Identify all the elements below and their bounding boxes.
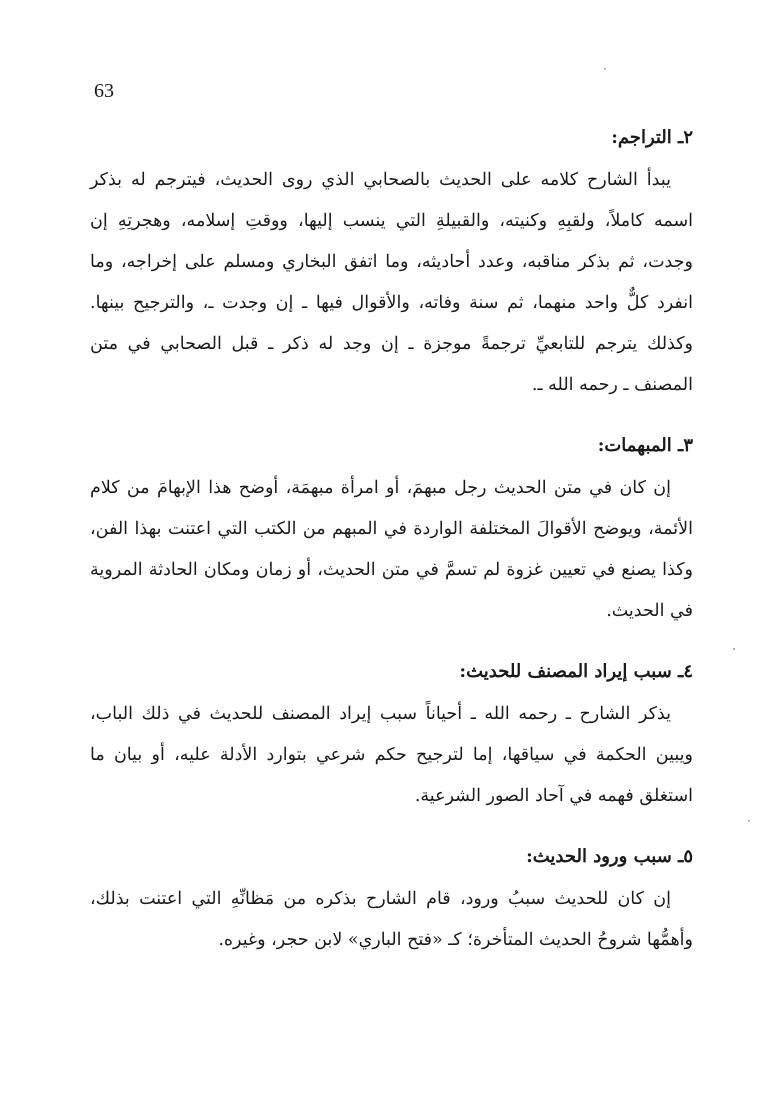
section-heading: ٣ـ المبهمات: (597, 435, 693, 456)
section-heading: ٤ـ سبب إيراد المصنف للحديث: (459, 661, 693, 682)
section-ambiguities (90, 424, 693, 632)
section-occasion-of-hadith (90, 835, 693, 961)
page-number: 63 (94, 80, 114, 102)
page-body (90, 116, 693, 979)
section-paragraph: إن كان للحديث سببُ ورود، قام الشارح بذكره من مَظانِّهِ التي اعتنت بذلك، وأهمُّها شروحُ الحديث المتأخرة؛ كـ «فتح الباري» لابن حجر، وغيره. (90, 889, 693, 950)
scan-speck (604, 68, 606, 70)
section-heading: ٥ـ سبب ورود الحديث: (526, 846, 693, 867)
scan-speck (748, 820, 750, 822)
scan-speck (733, 648, 735, 650)
section-paragraph: إن كان في متن الحديث رجل مبهمَ، أو امرأة مبهمَة، أوضح هذا الإبهامَ من كلام الأئمة، ويوضح الأقوالَ المختلفة الواردة في المبهم من الكتب التي اعتنت بهذا الفن، وكذا يصنع في تعيين غزوة لم تسمَّ في متن الحديث، أو زمان ومكان الحادثة المروية في الحديث. (90, 478, 693, 621)
section-biographies (90, 116, 693, 406)
section-paragraph: يبدأ الشارح كلامه على الحديث بالصحابي الذي روى الحديث، فيترجم له بذكر اسمه كاملاً، ولقبِهِ وكنيته، والقبيلةِ التي ينسب إليها، ووقتِ إسلامه، وهجرتِهِ إن وجدت، ثم بذكر مناقبه، وعدد أحاديثه، وما اتفق البخاري ومسلم على إخراجه، وما انفرد كلٌّ واحد منهما، ثم سنة وفاته، والأقوال فيها ـ إن وجدت ـ، والترجيح بينها. وكذلك يترجم للتابعيِّ ترجمةً موجزة ـ إن وجد له ذكر ـ قبل الصحابي في متن المصنف ـ رحمه الله ـ. (90, 170, 693, 395)
section-reason-for-citation (90, 650, 693, 817)
section-paragraph: يذكر الشارح ـ رحمه الله ـ أحياناً سبب إيراد المصنف للحديث في ذلك الباب، ويبين الحكمة في سياقها، إما لترجيح حكم شرعي بتوارد الأدلة عليه، أو بيان ما استغلق فهمه في آحاد الصور الشرعية. (90, 704, 693, 806)
section-heading: ٢ـ التراجم: (611, 127, 693, 148)
